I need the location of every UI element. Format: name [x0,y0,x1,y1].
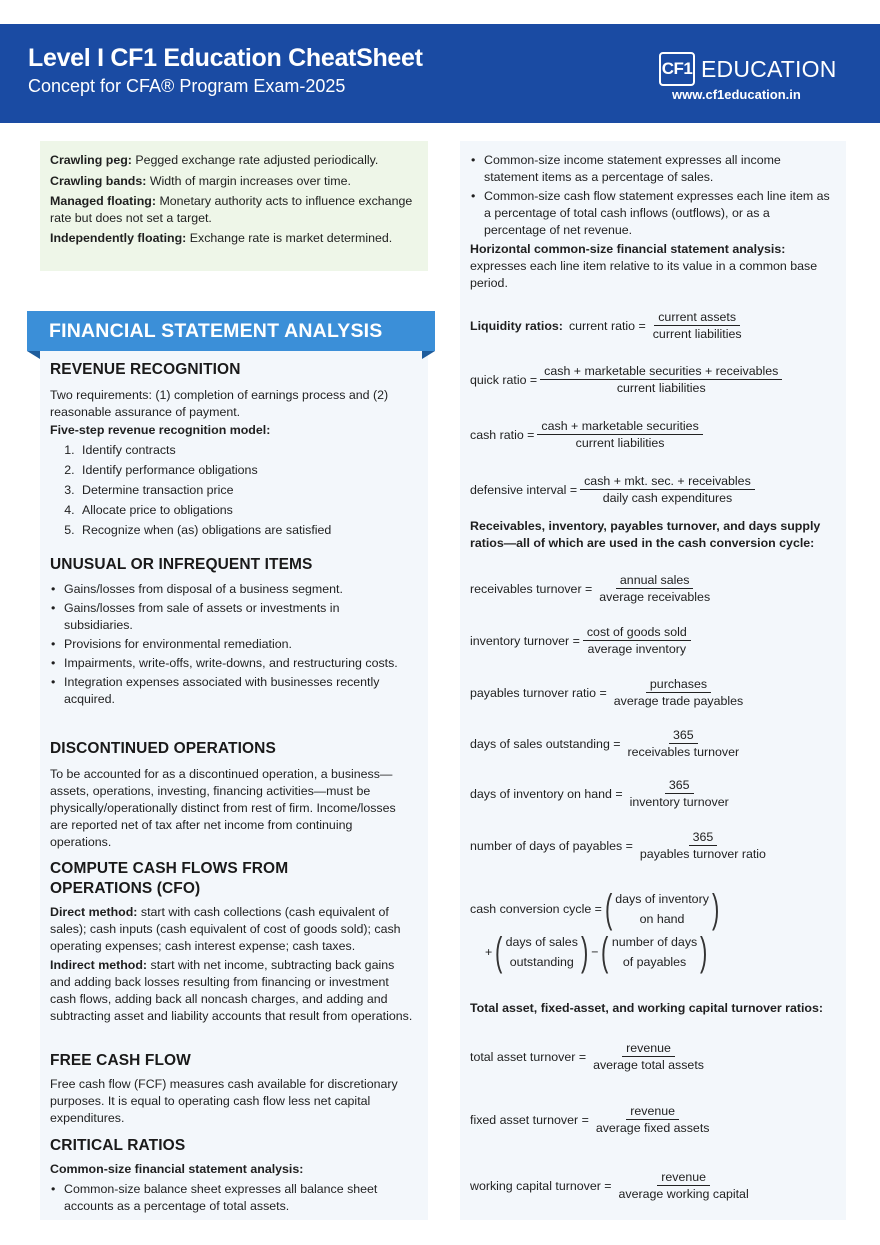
ccc-term-text: of payables [622,955,687,969]
page-title: Level I CF1 Education CheatSheet [28,44,423,72]
formula-numerator: 365 [689,830,718,846]
current-ratio-formula [470,310,746,341]
right-intro-block [470,152,832,292]
inventory-turnover-formula [470,625,691,656]
formula-lhs: total asset turnover = [470,1049,587,1064]
formula-numerator: revenue [622,1041,675,1057]
formula-fraction [537,419,702,450]
fcf-text: Free cash flow (FCF) measures cash available for discretionary purposes. It is equal to operating cash flow less net capital expenditures. [50,1077,398,1125]
formula-denominator: average working capital [618,1187,749,1201]
formula-lhs: number of days of payables = [470,838,633,853]
regime-def: Monetary authority acts to influence exchange rate but does not set a target. [50,194,413,225]
list-item: • Common-size cash flow statement expresses each line item as a percentage of total cash inflows (outflows), or as a percentage of net revenue. [484,188,832,239]
asset-turnover-heading: Total asset, fixed-asset, and working capital turnover ratios: [470,1001,823,1015]
formula-lhs: days of inventory on hand = [470,786,623,801]
formula-fraction [610,677,748,708]
formula-fraction [540,364,782,395]
formula-numerator: annual sales [616,573,694,589]
discontinued-heading: DISCONTINUED OPERATIONS [50,740,276,757]
liquidity-label: Liquidity ratios: [470,318,563,333]
formula-denominator: average fixed assets [595,1121,710,1135]
horizontal-label: Horizontal common-size financial statement analysis: [470,242,786,256]
ccc-term-text: days of inventory [615,892,709,906]
regime-term: Independently floating: [50,231,187,245]
formula-fraction [624,728,744,759]
formula-numerator: purchases [646,677,711,693]
formula-numerator: 365 [665,778,694,794]
website-url: www.cf1education.in [672,87,801,102]
cfo-heading [50,859,288,899]
common-size-list [470,152,832,239]
cfo-block [50,904,418,1025]
formula-numerator: cost of goods sold [583,625,691,641]
ccc-formula-line2 [485,932,711,972]
quick-ratio-formula [470,364,782,395]
cfo-indirect-label: Indirect method: [50,958,148,972]
critical-block [50,1161,410,1217]
minus-sign: − [591,945,599,959]
regime-term: Crawling peg: [50,153,132,167]
unusual-heading: UNUSUAL OR INFREQUENT ITEMS [50,556,313,573]
ccc-term-text: number of days [611,935,698,949]
paren-open: ( [601,930,609,974]
list-item: • Integration expenses associated with businesses recently acquired. [64,674,410,708]
formula-denominator: daily cash expenditures [602,491,733,505]
cfo-indirect-text: start with net income, subtracting back gains and adding back losses resulting from financing or investment cash flows, adding back all noncash charges, and adding and subtracting asset and liability accounts that result from operations. [50,958,413,1023]
list-item: 1. Identify contracts [78,440,420,460]
cfo-heading-line1: COMPUTE CASH FLOWS FROM [50,860,289,877]
logo-text: EDUCATION [701,55,837,82]
dso-formula [470,728,743,759]
ccc-term-doh [602,889,722,929]
fixed-asset-turnover-formula [470,1104,713,1135]
payables-turnover-formula [470,677,747,708]
formula-fraction [626,778,733,809]
ccc-term-dop [598,932,710,972]
formula-lhs: days of sales outstanding = [470,736,621,751]
regime-def: Width of margin increases over time. [146,173,351,188]
discontinued-text: To be accounted for as a discontinued operation, a business—assets, operations, investing, financing activities—must be physically/operationally distinct from rest of firm. Income/losses are reported net of tax after net income from continuing operations. [50,767,396,849]
horizontal-analysis [470,241,832,292]
regime-term: Crawling bands: [50,173,147,188]
formula-denominator: average inventory [587,642,687,656]
cfo-direct-label: Direct method: [50,905,138,919]
paren-open: ( [495,930,503,974]
formula-denominator: average receivables [599,590,711,604]
page-subtitle: Concept for CFA® Program Exam-2025 [28,76,346,96]
list-item: • Gains/losses from sale of assets or investments in subsidiaries. [64,600,410,634]
unusual-list [50,581,410,708]
formula-lhs: payables turnover ratio = [470,685,607,700]
list-item: 2. Identify performance obligations [78,460,420,480]
revenue-intro: Two requirements: (1) completion of earnings process and (2) reasonable assurance of payment. [50,388,389,419]
list-item: 3. Determine transaction price [78,480,420,500]
formula-lhs: quick ratio = [470,372,538,387]
plus-sign: + [485,945,493,959]
formula-lhs: working capital turnover = [470,1178,612,1193]
exchange-regimes-box [40,141,428,271]
formula-lhs: fixed asset turnover = [470,1112,589,1127]
formula-denominator: current liabilities [616,381,706,395]
receivables-turnover-formula [470,573,714,604]
paren-close: ) [700,930,708,974]
formula-denominator: payables turnover ratio [639,847,766,861]
ccc-term-text: outstanding [509,955,574,969]
formula-lhs: cash conversion cycle = [470,902,602,916]
formula-numerator: cash + marketable securities + receivables [540,364,782,380]
formula-fraction [592,1104,714,1135]
defensive-interval-formula [470,474,755,505]
formula-fraction [649,310,746,341]
formula-lhs: current ratio = [568,318,646,333]
formula-numerator: revenue [657,1170,710,1186]
critical-list [50,1181,410,1215]
formula-fraction [589,1041,708,1072]
paren-open: ( [604,887,613,931]
working-capital-turnover-formula [470,1170,753,1201]
banner-fold-right [422,351,435,359]
list-item: • Provisions for environmental remediation. [64,636,410,653]
cash-ratio-formula [470,419,703,450]
logo-mark: CF1 [659,52,695,86]
list-item: • Common-size balance sheet expresses all balance sheet accounts as a percentage of total assets. [64,1181,410,1215]
formula-lhs: cash ratio = [470,427,535,442]
ccc-term-text: on hand [639,912,685,926]
revenue-heading: REVENUE RECOGNITION [50,361,241,378]
paren-close: ) [711,887,720,931]
regime-item [50,193,418,226]
formula-lhs: inventory turnover = [470,633,580,648]
formula-numerator: revenue [626,1104,679,1120]
ccc-term-dso [492,932,591,972]
horizontal-text: expresses each line item relative to its value in a common base period. [470,259,818,290]
list-item: 4. Allocate price to obligations [78,500,420,520]
regime-item [50,230,418,247]
paren-close: ) [580,930,589,974]
revenue-model-title: Five-step revenue recognition model: [50,423,271,437]
formula-denominator: current liabilities [652,327,742,341]
regime-item [50,152,418,169]
list-item: • Impairments, write-offs, write-downs, and restructuring costs. [64,655,410,672]
cfo-indirect [50,957,418,1025]
critical-subheading: Common-size financial statement analysis: [50,1162,304,1176]
unusual-block [50,581,410,710]
formula-fraction [636,830,770,861]
formula-denominator: inventory turnover [629,795,729,809]
cfo-heading-line2: OPERATIONS (CFO) [50,880,201,897]
banner-fold-left [27,351,40,359]
formula-denominator: receivables turnover [627,745,740,759]
ccc-formula-line1 [470,889,722,929]
critical-heading: CRITICAL RATIOS [50,1137,186,1154]
ccc-term-text: days of sales [505,935,578,949]
regime-term: Managed floating: [50,194,157,208]
turnover-heading: Receivables, inventory, payables turnover, and days supply ratios—all of which are used in the cash conversion cycle: [470,519,821,550]
total-asset-turnover-formula [470,1041,708,1072]
formula-lhs: receivables turnover = [470,581,593,596]
cf1-logo [659,52,837,86]
regime-def: Pegged exchange rate adjusted periodically. [131,153,379,167]
revenue-block [50,387,420,540]
header-banner [0,24,880,123]
formula-numerator: current assets [654,310,740,326]
formula-denominator: average trade payables [613,694,744,708]
formula-denominator: average total assets [593,1058,704,1072]
formula-fraction [580,474,755,505]
formula-numerator: cash + mkt. sec. + receivables [580,474,755,490]
formula-fraction [595,573,714,604]
regime-def: Exchange rate is market determined. [186,231,393,245]
formula-fraction [615,1170,753,1201]
cfo-direct-text: start with cash collections (cash equivalent of sales); cash inputs (cash equivalent of cost of goods sold); cash operating expenses; cash interest expense; cash taxes. [50,905,401,953]
formula-denominator: current liabilities [575,436,665,450]
regime-item [50,173,418,190]
fcf-heading: FREE CASH FLOW [50,1052,191,1069]
formula-numerator: 365 [669,728,698,744]
formula-numerator: cash + marketable securities [537,419,702,435]
cfo-direct [50,904,418,955]
list-item: 5. Recognize when (as) obligations are satisfied [78,520,420,540]
section-banner: FINANCIAL STATEMENT ANALYSIS [27,311,435,351]
formula-lhs: defensive interval = [470,482,578,497]
doh-formula [470,778,733,809]
formula-fraction [583,625,691,656]
list-item: • Common-size income statement expresses all income statement items as a percentage of sales. [484,152,832,186]
revenue-steps [50,440,420,540]
dop-formula [470,830,770,861]
list-item: • Gains/losses from disposal of a business segment. [64,581,410,598]
